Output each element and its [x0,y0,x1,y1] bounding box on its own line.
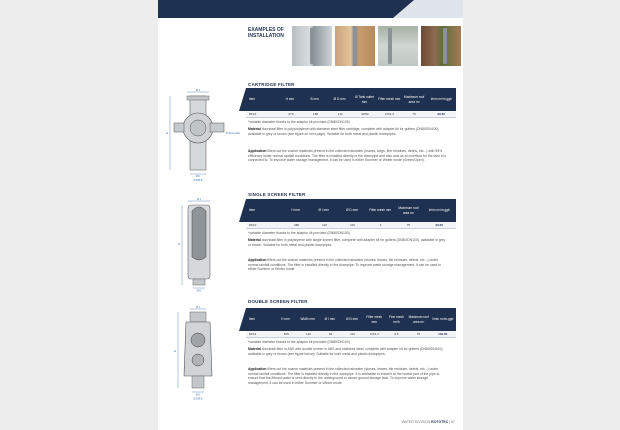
installation-photo-1 [292,26,332,66]
table-cell: 90 [328,332,333,336]
column-header: Maximum roof area m² [404,95,425,104]
dim-bottom-label-2: Ø D/Ø E [193,397,203,401]
table-cell: 3 [379,223,382,227]
single-application: Application filters out the coarse materials present in the collected rainwater (stones, leaves, tile residues, debris, etc...) under normal rainfall conditions. The filter is installed directly in the downpipe. To improve water storage management, it can be used in either Summer or Winter mode. [248,258,441,272]
table-cell: 126 [305,332,311,336]
column-header: l/min m³/m.ggb [432,317,454,322]
dim-side-label: Ø Tank outlet [226,132,241,135]
table-cell: 270 [288,112,294,116]
column-header: Filter mesh mm [366,315,383,324]
installation-photo-2 [335,26,375,66]
column-header: Filter mesh mm [378,97,401,102]
single-note: *variable diameter thanks to the adaptor kit provided (DN80/DN100) [248,231,350,235]
table-cell: 110 [322,223,327,227]
installation-photo-3 [378,26,418,66]
cartridge-note: *variable diameter thanks to the adaptor kit provided (DN80/DN100) [248,120,350,124]
svg-text:H: H [178,242,181,246]
table-header [246,88,456,111]
column-header: Item [249,317,256,322]
table-cell: 0.5/1.2 [369,332,380,336]
column-header: Ø I mm [324,317,336,322]
examples-title: EXAMPLES OF INSTALLATION [248,27,284,39]
column-header: H mm [281,317,290,322]
table-cell: 110 [350,223,355,227]
table-cell: 75 [406,223,411,227]
table-cell: 110 [350,332,355,336]
single-material: Material doorstaal filter in polystyrene with single screen filter, complete with adapter kit for gutters (DN80/DN100), available in grey or brown. Suitable for both metal and plastic downpipes. [248,238,446,247]
table-cell: RF14 [249,332,257,336]
table-cell: 380 [294,223,300,227]
column-header: Ø D mm [346,208,358,213]
cartridge-title: CARTRIDGE FILTER [248,82,295,87]
table-cell: 0.5 [394,332,399,336]
page-footer: WATER DIVISION ROTOTEC | 67 [401,420,455,424]
dim-top-label: Ø 1 [196,306,200,310]
column-header: Width mm [300,317,315,322]
cartridge-filter-drawing [160,88,245,183]
svg-text:H: H [174,349,177,353]
column-header: Fine mesh m²/h [389,315,404,324]
table-cell: 180 [313,112,319,116]
dim-top-label: Ø 1 [196,198,202,201]
column-header: Maximum roof area m² [398,206,419,215]
table-cell: 75 [412,112,416,116]
column-header: H mm [285,97,295,102]
double-note: *variable diameter thanks to the adaptor kit provided (DN80/DN100) [248,340,350,344]
table-row [246,222,456,229]
column-header: Ø D mm [333,97,346,102]
column-header: Maximum roof area m² [408,315,429,324]
double-material: Material doorstaal filter in ABS with double screen in ABS and stainless steel, complete with adapter kit for gutters (DN80/DN100), available in grey or brown (see figure below). Suitable for both metal and plastic downpipes. [248,347,444,356]
table-cell: 0.5/1.2 [384,112,395,116]
svg-text:H: H [166,131,169,135]
column-header: Ø I mm [318,208,329,213]
column-header: Ø Tank outlet mm [355,95,374,104]
installation-photo-4 [421,26,461,66]
cartridge-application: Application filters out the coarse materials present in the collected rainwater (leaves, twigs, fine residues, debris, etc...) with 95% efficiency under normal rainfall conditions. The filter is installed directly in the downpipe and also acts as an overflow for the tank it is connected to. To improve water storage management, it can be used in either Summer or Winter mode (Green/Open). [248,149,446,163]
dim-bottom-label-2: Ø D/Ø E [193,179,203,182]
column-header: l/min m³/m.ggb [430,97,452,102]
dim-top-label: Ø 1 [195,89,201,92]
table-cell: 75 [416,332,421,336]
header-band [158,0,463,18]
cartridge-spec-table [246,88,456,118]
table-cell: RF12 [249,112,257,116]
column-header: Item [249,208,256,213]
table-header [246,308,456,331]
column-header: l/min m³/m.ggb [428,208,450,213]
double-title: DOUBLE SCREEN FILTER [248,299,308,304]
table-header [246,199,456,222]
catalog-page [158,0,463,430]
table-cell: 110 [337,112,343,116]
column-header: Ø D mm [346,317,358,322]
single-title: SINGLE SCREEN FILTER [248,192,306,197]
double-application: Application filters out the coarse materials present in the collected rainwater (stones, leaves, tile residues, debris, etc...) under normal rainfall conditions. The filter is installed directly in the downpipe. It is advisable to install it at the lowest part of the pipe to ensure that the filtered water is sent directly to the underground or above ground storage tank. To improve water storage management, it can be used in either Summer or Winter mode. [248,367,440,385]
dim-bottom-label-1: Ø D [195,175,201,178]
column-header: B mm [310,97,319,102]
table-row [246,331,456,338]
single-screen-filter-drawing [160,197,245,292]
double-spec-table [246,308,456,338]
table-cell: 99.60 [437,112,445,116]
double-screen-filter-drawing [160,306,245,401]
column-header: Filter mesh mm [369,208,392,213]
column-header: H mm [291,208,300,213]
dim-bottom-label-1: Ø D [195,393,201,397]
column-header: Item [249,97,256,102]
table-cell: 39.00 [435,223,443,227]
table-cell: 32/50 [361,112,369,116]
table-cell: 505 [283,332,289,336]
single-spec-table [246,199,456,229]
table-cell: RF10 [249,223,257,227]
table-cell: 139.60 [438,332,448,336]
cartridge-material: Material doorstaal filter in polypropylene with stainless steel filter cartridge, complete with adapter kit for gutters (DN80/DN100), available in grey or brown (see figure on next page). Suitable for both metal and plastic downpipes. [248,127,440,136]
dim-bottom-label: Ø D [196,289,202,292]
table-row [246,111,456,118]
